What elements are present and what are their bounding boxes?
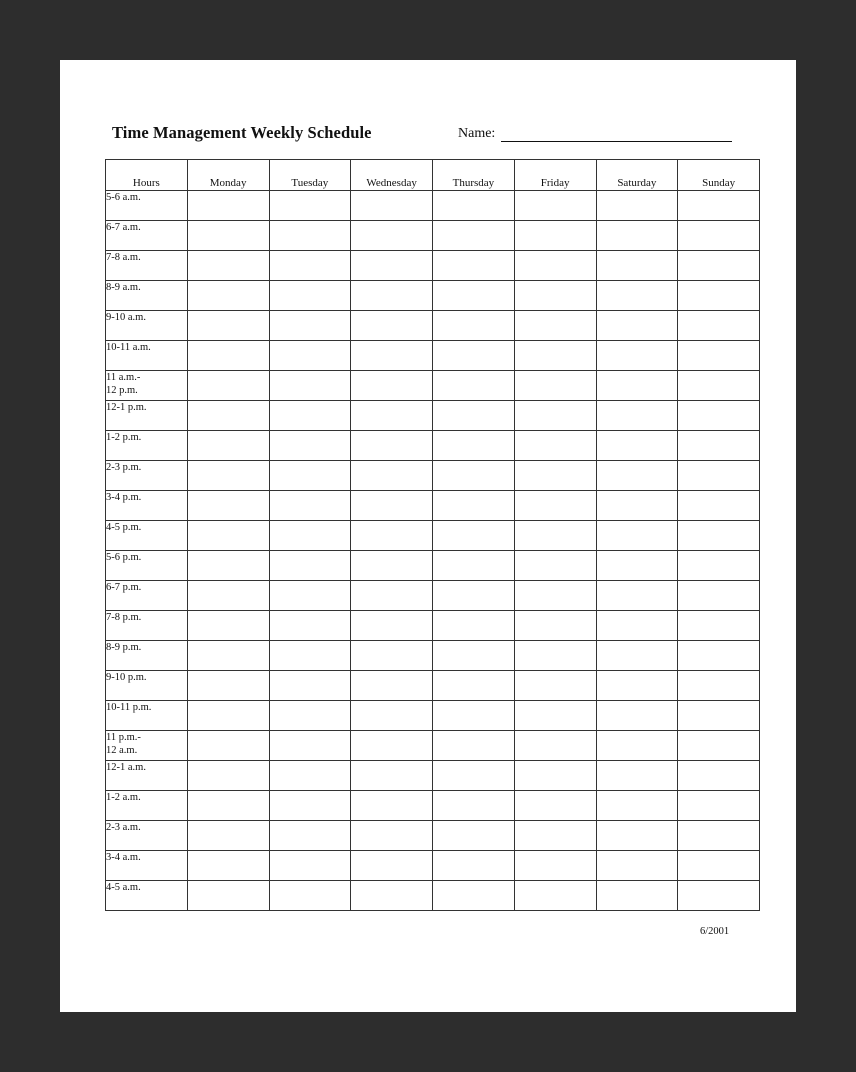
schedule-cell-monday[interactable] bbox=[187, 371, 269, 401]
schedule-cell-friday[interactable] bbox=[514, 701, 596, 731]
table-row bbox=[106, 881, 760, 911]
column-header-friday: Friday bbox=[514, 160, 596, 191]
column-header-saturday: Saturday bbox=[596, 160, 678, 191]
schedule-cell-friday[interactable] bbox=[514, 191, 596, 221]
schedule-cell-sunday[interactable] bbox=[678, 641, 760, 671]
schedule-cell-wednesday[interactable] bbox=[351, 851, 433, 881]
schedule-cell-sunday[interactable] bbox=[678, 221, 760, 251]
schedule-cell-thursday[interactable] bbox=[433, 461, 515, 491]
schedule-cell-tuesday[interactable] bbox=[269, 641, 351, 671]
schedule-cell-thursday[interactable] bbox=[433, 671, 515, 701]
schedule-cell-tuesday[interactable] bbox=[269, 221, 351, 251]
schedule-cell-sunday[interactable] bbox=[678, 311, 760, 341]
schedule-cell-monday[interactable] bbox=[187, 341, 269, 371]
schedule-cell-tuesday[interactable] bbox=[269, 731, 351, 761]
schedule-cell-thursday[interactable] bbox=[433, 641, 515, 671]
schedule-cell-saturday[interactable] bbox=[596, 281, 678, 311]
schedule-cell-thursday[interactable] bbox=[433, 581, 515, 611]
hour-label: 4-5 a.m. bbox=[106, 881, 188, 911]
schedule-cell-saturday[interactable] bbox=[596, 851, 678, 881]
schedule-cell-thursday[interactable] bbox=[433, 521, 515, 551]
schedule-cell-saturday[interactable] bbox=[596, 581, 678, 611]
schedule-cell-tuesday[interactable] bbox=[269, 281, 351, 311]
schedule-cell-thursday[interactable] bbox=[433, 791, 515, 821]
schedule-cell-friday[interactable] bbox=[514, 611, 596, 641]
schedule-cell-sunday[interactable] bbox=[678, 611, 760, 641]
schedule-cell-saturday[interactable] bbox=[596, 221, 678, 251]
schedule-cell-thursday[interactable] bbox=[433, 191, 515, 221]
hour-label: 2-3 p.m. bbox=[106, 461, 188, 491]
schedule-cell-wednesday[interactable] bbox=[351, 641, 433, 671]
schedule-cell-wednesday[interactable] bbox=[351, 821, 433, 851]
schedule-cell-wednesday[interactable] bbox=[351, 191, 433, 221]
schedule-cell-monday[interactable] bbox=[187, 521, 269, 551]
schedule-cell-monday[interactable] bbox=[187, 881, 269, 911]
hour-label: 5-6 p.m. bbox=[106, 551, 188, 581]
schedule-cell-saturday[interactable] bbox=[596, 821, 678, 851]
schedule-cell-tuesday[interactable] bbox=[269, 521, 351, 551]
schedule-cell-sunday[interactable] bbox=[678, 791, 760, 821]
table-row bbox=[106, 611, 760, 641]
schedule-cell-wednesday[interactable] bbox=[351, 431, 433, 461]
schedule-cell-friday[interactable] bbox=[514, 401, 596, 431]
schedule-cell-wednesday[interactable] bbox=[351, 371, 433, 401]
table-row bbox=[106, 311, 760, 341]
schedule-cell-friday[interactable] bbox=[514, 521, 596, 551]
schedule-cell-sunday[interactable] bbox=[678, 491, 760, 521]
weekly-schedule-table bbox=[105, 159, 760, 911]
schedule-cell-wednesday[interactable] bbox=[351, 341, 433, 371]
schedule-cell-thursday[interactable] bbox=[433, 611, 515, 641]
schedule-cell-sunday[interactable] bbox=[678, 341, 760, 371]
schedule-cell-tuesday[interactable] bbox=[269, 881, 351, 911]
schedule-cell-sunday[interactable] bbox=[678, 551, 760, 581]
schedule-cell-friday[interactable] bbox=[514, 761, 596, 791]
schedule-cell-friday[interactable] bbox=[514, 851, 596, 881]
schedule-cell-monday[interactable] bbox=[187, 671, 269, 701]
table-row bbox=[106, 851, 760, 881]
schedule-cell-wednesday[interactable] bbox=[351, 611, 433, 641]
schedule-cell-thursday[interactable] bbox=[433, 431, 515, 461]
schedule-cell-saturday[interactable] bbox=[596, 881, 678, 911]
schedule-body bbox=[106, 191, 760, 911]
schedule-cell-thursday[interactable] bbox=[433, 491, 515, 521]
schedule-cell-thursday[interactable] bbox=[433, 221, 515, 251]
table-row bbox=[106, 581, 760, 611]
hour-label: 7-8 a.m. bbox=[106, 251, 188, 281]
hour-label: 10-11 a.m. bbox=[106, 341, 188, 371]
schedule-cell-friday[interactable] bbox=[514, 251, 596, 281]
hour-label: 5-6 a.m. bbox=[106, 191, 188, 221]
schedule-cell-monday[interactable] bbox=[187, 791, 269, 821]
schedule-cell-saturday[interactable] bbox=[596, 761, 678, 791]
hour-label: 9-10 p.m. bbox=[106, 671, 188, 701]
schedule-cell-friday[interactable] bbox=[514, 431, 596, 461]
schedule-cell-wednesday[interactable] bbox=[351, 671, 433, 701]
schedule-cell-tuesday[interactable] bbox=[269, 551, 351, 581]
table-row bbox=[106, 221, 760, 251]
schedule-cell-monday[interactable] bbox=[187, 581, 269, 611]
schedule-cell-saturday[interactable] bbox=[596, 371, 678, 401]
schedule-cell-saturday[interactable] bbox=[596, 521, 678, 551]
schedule-cell-wednesday[interactable] bbox=[351, 401, 433, 431]
table-row bbox=[106, 791, 760, 821]
schedule-cell-sunday[interactable] bbox=[678, 701, 760, 731]
schedule-cell-saturday[interactable] bbox=[596, 701, 678, 731]
schedule-cell-tuesday[interactable] bbox=[269, 761, 351, 791]
schedule-cell-monday[interactable] bbox=[187, 281, 269, 311]
schedule-cell-wednesday[interactable] bbox=[351, 581, 433, 611]
schedule-cell-sunday[interactable] bbox=[678, 821, 760, 851]
schedule-cell-sunday[interactable] bbox=[678, 761, 760, 791]
schedule-cell-monday[interactable] bbox=[187, 851, 269, 881]
hour-label: 6-7 p.m. bbox=[106, 581, 188, 611]
schedule-cell-tuesday[interactable] bbox=[269, 671, 351, 701]
schedule-cell-saturday[interactable] bbox=[596, 251, 678, 281]
schedule-cell-tuesday[interactable] bbox=[269, 491, 351, 521]
schedule-cell-sunday[interactable] bbox=[678, 851, 760, 881]
table-row bbox=[106, 491, 760, 521]
table-row bbox=[106, 371, 760, 401]
schedule-cell-monday[interactable] bbox=[187, 641, 269, 671]
hour-label: 10-11 p.m. bbox=[106, 701, 188, 731]
schedule-cell-wednesday[interactable] bbox=[351, 701, 433, 731]
schedule-cell-tuesday[interactable] bbox=[269, 401, 351, 431]
hour-label: 7-8 p.m. bbox=[106, 611, 188, 641]
name-field[interactable] bbox=[458, 126, 732, 142]
schedule-cell-wednesday[interactable] bbox=[351, 521, 433, 551]
schedule-cell-thursday[interactable] bbox=[433, 371, 515, 401]
column-header-tuesday: Tuesday bbox=[269, 160, 351, 191]
schedule-cell-friday[interactable] bbox=[514, 281, 596, 311]
schedule-cell-monday[interactable] bbox=[187, 311, 269, 341]
schedule-cell-tuesday[interactable] bbox=[269, 311, 351, 341]
schedule-cell-friday[interactable] bbox=[514, 731, 596, 761]
hour-label: 12-1 a.m. bbox=[106, 761, 188, 791]
hour-label: 1-2 p.m. bbox=[106, 431, 188, 461]
schedule-cell-friday[interactable] bbox=[514, 881, 596, 911]
name-label: Name: bbox=[458, 126, 496, 141]
schedule-cell-tuesday[interactable] bbox=[269, 431, 351, 461]
column-header-hours: Hours bbox=[106, 160, 188, 191]
hour-label: 8-9 a.m. bbox=[106, 281, 188, 311]
column-header-thursday: Thursday bbox=[433, 160, 515, 191]
schedule-cell-monday[interactable] bbox=[187, 251, 269, 281]
schedule-cell-monday[interactable] bbox=[187, 761, 269, 791]
schedule-cell-tuesday[interactable] bbox=[269, 341, 351, 371]
column-header-monday: Monday bbox=[187, 160, 269, 191]
schedule-cell-wednesday[interactable] bbox=[351, 311, 433, 341]
table-row bbox=[106, 821, 760, 851]
hour-label: 9-10 a.m. bbox=[106, 311, 188, 341]
hour-label: 1-2 a.m. bbox=[106, 791, 188, 821]
schedule-cell-monday[interactable] bbox=[187, 401, 269, 431]
schedule-cell-saturday[interactable] bbox=[596, 461, 678, 491]
schedule-cell-thursday[interactable] bbox=[433, 881, 515, 911]
schedule-cell-sunday[interactable] bbox=[678, 521, 760, 551]
schedule-cell-friday[interactable] bbox=[514, 671, 596, 701]
column-header-wednesday: Wednesday bbox=[351, 160, 433, 191]
hour-label: 8-9 p.m. bbox=[106, 641, 188, 671]
table-row bbox=[106, 761, 760, 791]
schedule-cell-tuesday[interactable] bbox=[269, 251, 351, 281]
schedule-cell-saturday[interactable] bbox=[596, 671, 678, 701]
revision-date: 6/2001 bbox=[700, 926, 730, 937]
schedule-cell-sunday[interactable] bbox=[678, 401, 760, 431]
schedule-cell-friday[interactable] bbox=[514, 641, 596, 671]
schedule-cell-tuesday[interactable] bbox=[269, 371, 351, 401]
page-title: Time Management Weekly Schedule bbox=[112, 123, 372, 142]
schedule-page bbox=[60, 60, 796, 1012]
schedule-cell-monday[interactable] bbox=[187, 821, 269, 851]
schedule-cell-saturday[interactable] bbox=[596, 191, 678, 221]
schedule-cell-sunday[interactable] bbox=[678, 731, 760, 761]
table-row bbox=[106, 251, 760, 281]
schedule-cell-sunday[interactable] bbox=[678, 431, 760, 461]
schedule-cell-friday[interactable] bbox=[514, 581, 596, 611]
schedule-cell-friday[interactable] bbox=[514, 311, 596, 341]
schedule-cell-monday[interactable] bbox=[187, 221, 269, 251]
schedule-cell-monday[interactable] bbox=[187, 461, 269, 491]
schedule-cell-tuesday[interactable] bbox=[269, 611, 351, 641]
schedule-cell-friday[interactable] bbox=[514, 461, 596, 491]
table-row bbox=[106, 401, 760, 431]
schedule-cell-tuesday[interactable] bbox=[269, 461, 351, 491]
schedule-cell-saturday[interactable] bbox=[596, 401, 678, 431]
schedule-cell-tuesday[interactable] bbox=[269, 821, 351, 851]
schedule-cell-sunday[interactable] bbox=[678, 371, 760, 401]
schedule-cell-wednesday[interactable] bbox=[351, 881, 433, 911]
schedule-cell-tuesday[interactable] bbox=[269, 191, 351, 221]
schedule-cell-wednesday[interactable] bbox=[351, 731, 433, 761]
hour-label: 2-3 a.m. bbox=[106, 821, 188, 851]
table-row bbox=[106, 671, 760, 701]
schedule-cell-saturday[interactable] bbox=[596, 341, 678, 371]
schedule-cell-monday[interactable] bbox=[187, 191, 269, 221]
schedule-cell-wednesday[interactable] bbox=[351, 461, 433, 491]
schedule-cell-wednesday[interactable] bbox=[351, 551, 433, 581]
hour-label: 12-1 p.m. bbox=[106, 401, 188, 431]
schedule-cell-wednesday[interactable] bbox=[351, 491, 433, 521]
table-row bbox=[106, 281, 760, 311]
schedule-cell-monday[interactable] bbox=[187, 701, 269, 731]
hour-label: 3-4 a.m. bbox=[106, 851, 188, 881]
header-row bbox=[106, 160, 760, 191]
schedule-cell-monday[interactable] bbox=[187, 611, 269, 641]
schedule-cell-sunday[interactable] bbox=[678, 881, 760, 911]
schedule-cell-friday[interactable] bbox=[514, 491, 596, 521]
table-row bbox=[106, 701, 760, 731]
schedule-cell-tuesday[interactable] bbox=[269, 581, 351, 611]
schedule-cell-friday[interactable] bbox=[514, 341, 596, 371]
schedule-cell-thursday[interactable] bbox=[433, 731, 515, 761]
schedule-cell-thursday[interactable] bbox=[433, 551, 515, 581]
schedule-cell-sunday[interactable] bbox=[678, 671, 760, 701]
schedule-cell-friday[interactable] bbox=[514, 821, 596, 851]
schedule-cell-saturday[interactable] bbox=[596, 491, 678, 521]
schedule-cell-saturday[interactable] bbox=[596, 611, 678, 641]
table-row bbox=[106, 431, 760, 461]
schedule-cell-sunday[interactable] bbox=[678, 281, 760, 311]
schedule-cell-wednesday[interactable] bbox=[351, 221, 433, 251]
schedule-cell-thursday[interactable] bbox=[433, 311, 515, 341]
name-blank-line[interactable] bbox=[501, 127, 732, 142]
hour-label: 3-4 p.m. bbox=[106, 491, 188, 521]
schedule-cell-thursday[interactable] bbox=[433, 821, 515, 851]
table-row bbox=[106, 461, 760, 491]
schedule-cell-thursday[interactable] bbox=[433, 341, 515, 371]
schedule-cell-saturday[interactable] bbox=[596, 641, 678, 671]
schedule-cell-monday[interactable] bbox=[187, 431, 269, 461]
schedule-cell-wednesday[interactable] bbox=[351, 761, 433, 791]
schedule-cell-thursday[interactable] bbox=[433, 281, 515, 311]
schedule-cell-friday[interactable] bbox=[514, 371, 596, 401]
hour-label: 6-7 a.m. bbox=[106, 221, 188, 251]
schedule-cell-sunday[interactable] bbox=[678, 191, 760, 221]
table-row bbox=[106, 521, 760, 551]
schedule-cell-friday[interactable] bbox=[514, 551, 596, 581]
table-row bbox=[106, 551, 760, 581]
schedule-cell-wednesday[interactable] bbox=[351, 791, 433, 821]
schedule-cell-sunday[interactable] bbox=[678, 251, 760, 281]
schedule-cell-tuesday[interactable] bbox=[269, 851, 351, 881]
hour-label: 11 p.m.- 12 a.m. bbox=[106, 731, 188, 761]
schedule-cell-monday[interactable] bbox=[187, 491, 269, 521]
table-row bbox=[106, 341, 760, 371]
hour-label: 11 a.m.- 12 p.m. bbox=[106, 371, 188, 401]
schedule-cell-sunday[interactable] bbox=[678, 581, 760, 611]
schedule-cell-thursday[interactable] bbox=[433, 251, 515, 281]
schedule-cell-saturday[interactable] bbox=[596, 731, 678, 761]
schedule-cell-friday[interactable] bbox=[514, 791, 596, 821]
schedule-cell-wednesday[interactable] bbox=[351, 251, 433, 281]
schedule-cell-monday[interactable] bbox=[187, 731, 269, 761]
table-row bbox=[106, 731, 760, 761]
schedule-cell-thursday[interactable] bbox=[433, 701, 515, 731]
schedule-cell-thursday[interactable] bbox=[433, 851, 515, 881]
hour-label: 4-5 p.m. bbox=[106, 521, 188, 551]
schedule-cell-sunday[interactable] bbox=[678, 461, 760, 491]
schedule-cell-saturday[interactable] bbox=[596, 551, 678, 581]
schedule-cell-wednesday[interactable] bbox=[351, 281, 433, 311]
column-header-sunday: Sunday bbox=[678, 160, 760, 191]
schedule-cell-saturday[interactable] bbox=[596, 311, 678, 341]
schedule-cell-tuesday[interactable] bbox=[269, 701, 351, 731]
schedule-cell-saturday[interactable] bbox=[596, 791, 678, 821]
table-row bbox=[106, 641, 760, 671]
schedule-cell-tuesday[interactable] bbox=[269, 791, 351, 821]
table-row bbox=[106, 191, 760, 221]
schedule-cell-friday[interactable] bbox=[514, 221, 596, 251]
schedule-cell-monday[interactable] bbox=[187, 551, 269, 581]
schedule-cell-thursday[interactable] bbox=[433, 401, 515, 431]
schedule-cell-saturday[interactable] bbox=[596, 431, 678, 461]
schedule-cell-thursday[interactable] bbox=[433, 761, 515, 791]
